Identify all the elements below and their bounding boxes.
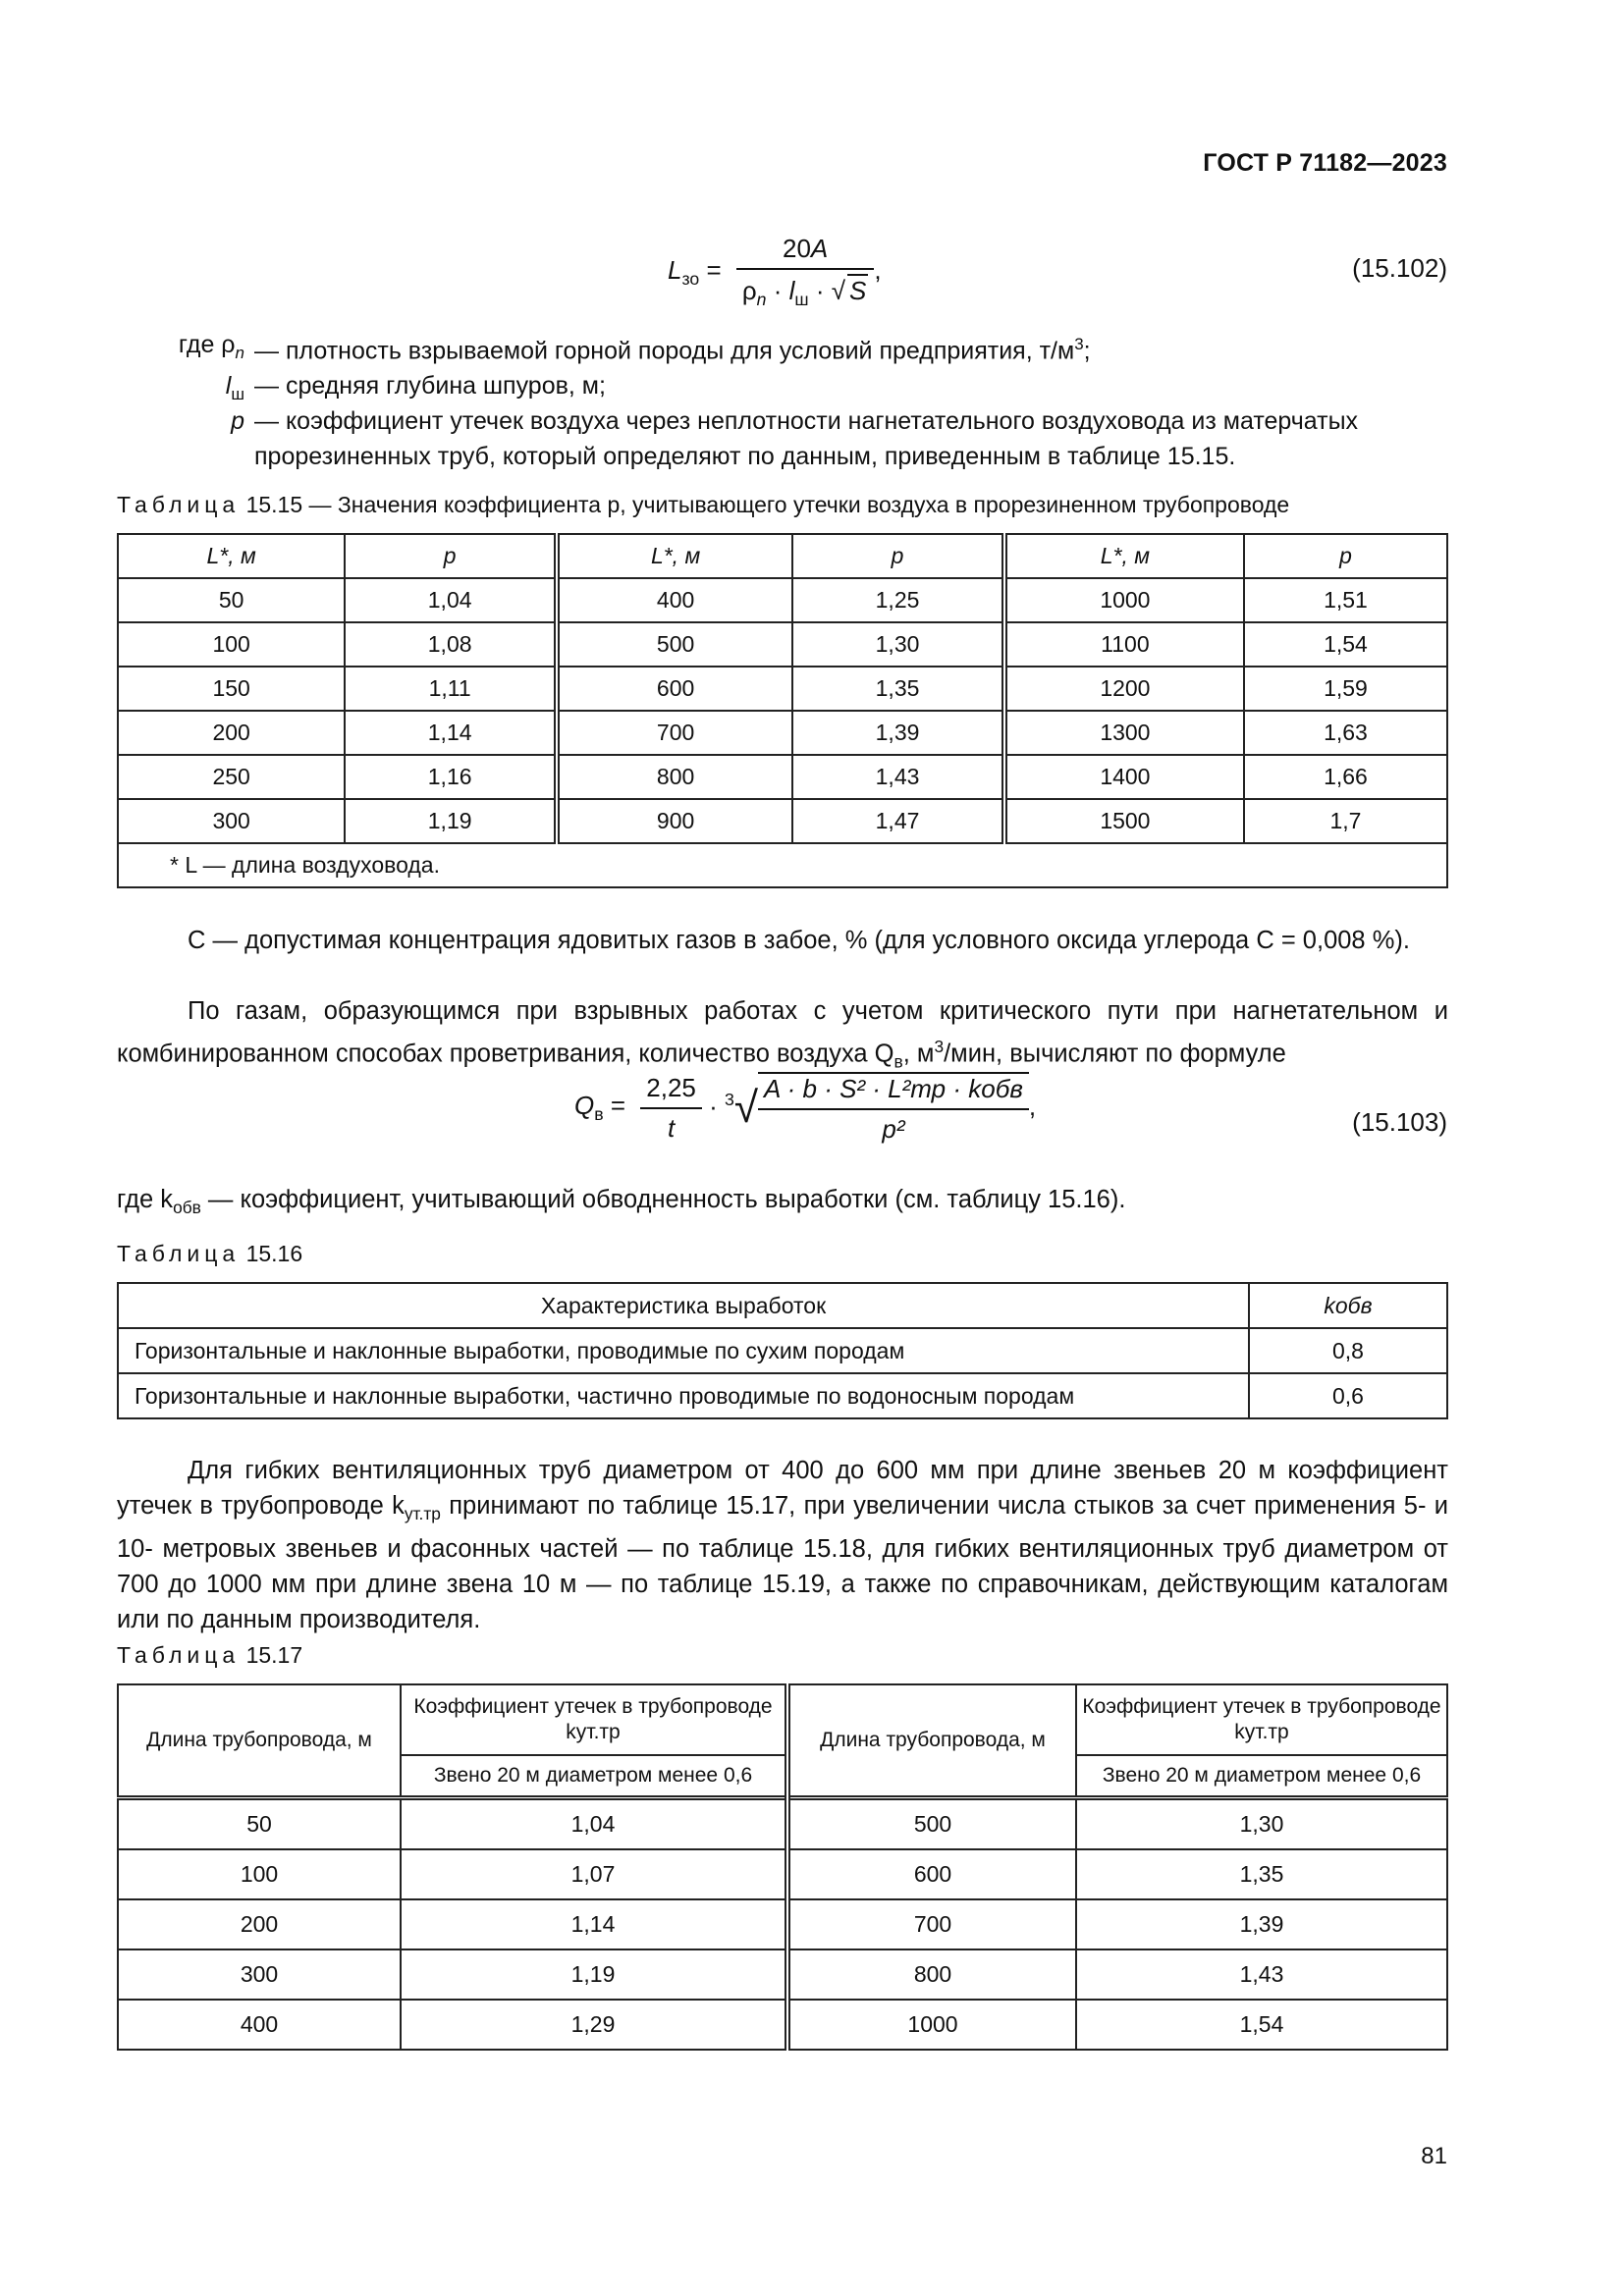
document-code-header: ГОСТ Р 71182—2023 (1203, 149, 1447, 177)
table-cell: 1,16 (345, 755, 557, 799)
formula-lhs: $L_{зо}$ = (668, 254, 722, 289)
table-row (118, 578, 1447, 622)
table-header-row (118, 1684, 1447, 1755)
table-cell: 900 (557, 799, 792, 843)
table-cell: 1,07 (401, 1849, 787, 1899)
table-row (118, 1373, 1447, 1418)
table-header-row (118, 534, 1447, 578)
table-cell: 1,7 (1244, 799, 1447, 843)
table-cell: 1,25 (792, 578, 1004, 622)
table-cell: 500 (557, 622, 792, 667)
table-row (118, 667, 1447, 711)
table-cell: 700 (557, 711, 792, 755)
table-row (118, 1899, 1447, 1949)
table-cell: 1200 (1004, 667, 1244, 711)
page-number: 81 (1421, 2143, 1447, 2169)
table-cell: 700 (787, 1899, 1076, 1949)
table-cell: 1400 (1004, 755, 1244, 799)
table-cell: 150 (118, 667, 345, 711)
table-cell: 1,14 (401, 1899, 787, 1949)
table-cell: 100 (118, 622, 345, 667)
col-header-coef: Коэффициент утечек в трубопроводе kут.тр (1076, 1684, 1447, 1755)
table-cell: 500 (787, 1798, 1076, 1850)
table-cell: 1,04 (401, 1798, 787, 1850)
table-row (118, 622, 1447, 667)
table-cell: 1,35 (1076, 1849, 1447, 1899)
table-cell: 250 (118, 755, 345, 799)
table-row (118, 2000, 1447, 2050)
table-row (118, 799, 1447, 843)
table-cell: 1000 (787, 2000, 1076, 2050)
table-row (118, 1949, 1447, 2000)
table-15-17 (117, 1683, 1448, 2051)
formula-denominator: $\rho_n \cdot l_ш$ · √ S (741, 276, 867, 310)
equation-number: (15.102) (1352, 253, 1447, 283)
table-15-16 (117, 1282, 1448, 1419)
table-caption: Таблица 15.15 — Значения коэффициента p, учитывающего утечки воздуха в прорезиненном трубопроводе (117, 492, 1290, 517)
table-cell: 1100 (1004, 622, 1244, 667)
table-cell: 1,04 (345, 578, 557, 622)
table-header-row (118, 1283, 1447, 1328)
table-cell: 50 (118, 1798, 401, 1850)
col-header-p: p (792, 534, 1004, 578)
table-cell: Горизонтальные и наклонные выработки, частично проводимые по водоносным породам (118, 1373, 1249, 1418)
table-cell: 300 (118, 799, 345, 843)
table-cell: 1000 (1004, 578, 1244, 622)
variable-definition-kobv: где $k_{обв}$ — коэффициент, учитывающий обводненность выработки (см. таблицу 15.16). (117, 1186, 1126, 1218)
table-cell: 300 (118, 1949, 401, 2000)
table-caption: Таблица 15.17 (117, 1642, 303, 1668)
table-cell: 1,14 (345, 711, 557, 755)
variable-definitions (117, 327, 1448, 474)
table-15-15 (117, 533, 1448, 888)
formula-fraction (736, 234, 875, 310)
table-cell: 1,30 (1076, 1798, 1447, 1850)
equation-number: (15.103) (1352, 1107, 1447, 1137)
table-cell: 100 (118, 1849, 401, 1899)
paragraph-c-definition: C — допустимая концентрация ядовитых газов в забое, % (для условного оксида углерода C = 0,008 %). (188, 927, 1410, 954)
table-cell: 1,54 (1244, 622, 1447, 667)
table-cell: Горизонтальные и наклонные выработки, проводимые по сухим породам (118, 1328, 1249, 1373)
formula-coefficient: $\frac{2,25}{t}$ (640, 1073, 702, 1144)
col-header-coef: Коэффициент утечек в трубопроводе kут.тр (401, 1684, 787, 1755)
definition-row: $l_ш$ — средняя глубина шпуров, м; (225, 372, 606, 404)
table-cell: 1,59 (1244, 667, 1447, 711)
formula-15-103: $Q_в$ = $\frac{2,25}{t}$ · $^3$√ $\frac{\text{A · b · S² · L²тр · kобв}}{\text{p²}}$ , (574, 1073, 1037, 1144)
table-cell: 1,08 (345, 622, 557, 667)
table-cell: 400 (557, 578, 792, 622)
col-header-characteristic: Характеристика выработок (118, 1283, 1249, 1328)
table-cell: 1,39 (1076, 1899, 1447, 1949)
table-cell: 1,39 (792, 711, 1004, 755)
formula-15-102: $L_{зо}$ = $\frac{20A}{\rho_n \cdot l_ш \cdot √ S}$ , (668, 234, 882, 310)
table-cell: 1,19 (345, 799, 557, 843)
col-header-length: Длина трубопровода, м (118, 1684, 401, 1798)
table-cell: 600 (557, 667, 792, 711)
table-cell: 800 (787, 1949, 1076, 2000)
col-header-length: Длина трубопровода, м (787, 1684, 1076, 1798)
col-header-p: p (1244, 534, 1447, 578)
col-header-kobv: kобв (1249, 1283, 1447, 1328)
table-cell: 1,66 (1244, 755, 1447, 799)
table-cell: 1,30 (792, 622, 1004, 667)
table-cell: 1,63 (1244, 711, 1447, 755)
table-cell: 400 (118, 2000, 401, 2050)
table-cell: 1,29 (401, 2000, 787, 2050)
table-cell: 1,19 (401, 1949, 787, 2000)
table-cell: 200 (118, 1899, 401, 1949)
table-row (118, 711, 1447, 755)
table-cell: 1,43 (1076, 1949, 1447, 2000)
formula-numerator: 20A (736, 234, 875, 270)
col-header-length: L*, м (1004, 534, 1244, 578)
table-row (118, 1328, 1447, 1373)
table-cell: 0,6 (1249, 1373, 1447, 1418)
table-cell: 800 (557, 755, 792, 799)
table-caption: Таблица 15.16 (117, 1241, 303, 1266)
definition-row: где $\rho_n$ — плотность взрываемой горной породы для условий предприятия, $т/м^3$; (178, 331, 1091, 365)
table-cell: 200 (118, 711, 345, 755)
table-cell: 1,51 (1244, 578, 1447, 622)
table-row (118, 1849, 1447, 1899)
table-cell: 1,47 (792, 799, 1004, 843)
paragraph-gas-intro: По газам, образующимся при взрывных работах с учетом критического пути при нагнетательном и комбинированном способах проветривания, количество воздуха $Q_в$, $м^3$/мин, вычисляют по формуле (117, 997, 1448, 1072)
definition-row: p — коэффициент утечек воздуха через неплотности нагнетательного воздуховода из матерчатых прорезиненных труб, который определяют по данным, приведенным в таблице 15.15. (231, 407, 1359, 471)
col-subheader: Звено 20 м диаметром менее 0,6 (1076, 1755, 1447, 1798)
col-header-p: p (345, 534, 557, 578)
paragraph-flexible-pipes: Для гибких вентиляционных труб диаметром от 400 до 600 мм при длине звеньев 20 м коэффициент утечек в трубопроводе $k_{ут.тр}$ принимают по таблице 15.17, при увеличении числа стыков за счет применения 5- и 10- метровых звеньев и фасонных частей — по таблице 15.18, для гибких вентиляционных труб диаметром от 700 до 1000 мм при длине звена 10 м — по таблице 15.19, а также по справочникам, действующим каталогам или по данным производителя. (117, 1457, 1448, 1634)
root-fraction: $\frac{\text{A · b · S² · L²тр · kобв}}{\text{p²}}$ (758, 1072, 1029, 1145)
cube-root-sign: √ (733, 1084, 759, 1132)
table-cell: 1,43 (792, 755, 1004, 799)
table-cell: 1300 (1004, 711, 1244, 755)
col-subheader: Звено 20 м диаметром менее 0,6 (401, 1755, 787, 1798)
table-note-row (118, 843, 1447, 887)
table-cell: 1,54 (1076, 2000, 1447, 2050)
table-cell: 50 (118, 578, 345, 622)
table-cell: 1500 (1004, 799, 1244, 843)
table-footnote: * L — длина воздуховода. (118, 843, 1447, 887)
table-cell: 600 (787, 1849, 1076, 1899)
table-row (118, 1798, 1447, 1850)
table-cell: 0,8 (1249, 1328, 1447, 1373)
sqrt-symbol: √ (831, 276, 846, 305)
col-header-length: L*, м (118, 534, 345, 578)
col-header-length: L*, м (557, 534, 792, 578)
table-row (118, 755, 1447, 799)
table-cell: 1,35 (792, 667, 1004, 711)
root-index: 3 (725, 1090, 734, 1110)
table-cell: 1,11 (345, 667, 557, 711)
